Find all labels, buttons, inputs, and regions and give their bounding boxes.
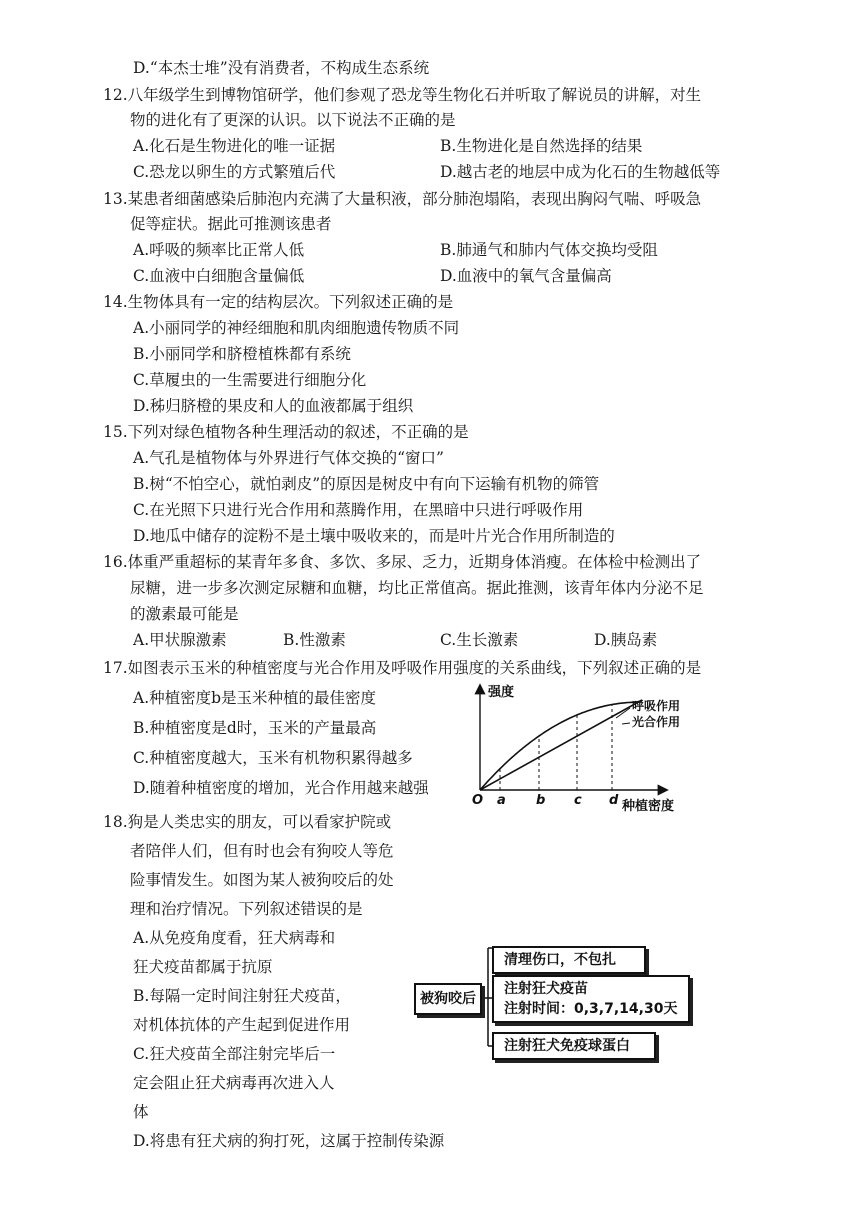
flow-clean-wound-label: 清理伤口，不包扎 <box>504 952 616 968</box>
q17-option-b: B.种植密度是d时，玉米的产量最高 <box>133 719 377 737</box>
origin-label: O <box>472 793 484 808</box>
q18-option-b-line2: 对机体抗体的产生起到促进作用 <box>133 1016 351 1034</box>
series-respiration-line <box>480 700 642 790</box>
q18-stem-line4: 理和治疗情况。下列叙述错误的是 <box>130 900 363 918</box>
q16-option-c: C.生长激素 <box>440 631 519 649</box>
q18-option-d: D.将患有狂犬病的狗打死，这属于控制传染源 <box>133 1132 445 1150</box>
q16-stem-line3: 的激素最可能是 <box>130 605 239 623</box>
q17-stem: 17.如图表示玉米的种植密度与光合作用及呼吸作用强度的关系曲线，下列叙述正确的是 <box>103 659 702 677</box>
q16-stem-line1: 16.体重严重超标的某青年多食、多饮、多尿、乏力，近期身体消瘦。在体检中检测出了 <box>103 553 702 571</box>
density-intensity-chart <box>466 680 728 815</box>
q12-option-a: A.化石是生物进化的唯一证据 <box>133 137 336 155</box>
q12-option-c: C.恐龙以卵生的方式繁殖后代 <box>133 163 336 181</box>
q15-stem: 15.下列对绿色植物各种生理活动的叙述，不正确的是 <box>103 423 469 441</box>
q15-option-d: D.地瓜中储存的淀粉不是土壤中吸收来的，而是叶片光合作用所制造的 <box>133 527 615 545</box>
flow-vaccine-title: 注射狂犬疫苗 <box>504 981 588 997</box>
q18-stem-line3: 险事情发生。如图为某人被狗咬后的处 <box>130 871 394 889</box>
x-tick-label-b: b <box>536 793 546 808</box>
flow-root-label: 被狗咬后 <box>420 991 476 1007</box>
flow-vaccine-box <box>492 975 690 1023</box>
x-tick-label-a: a <box>497 793 506 808</box>
q18-option-a-line1: A.从免疫角度看，狂犬病毒和 <box>133 929 336 947</box>
q18-option-b-line1: B.每隔一定时间注射狂犬疫苗， <box>133 987 351 1005</box>
q18-option-c-line3: 体 <box>133 1103 149 1121</box>
q11-option-d: D.“本杰士堆”没有消费者，不构成生态系统 <box>133 59 430 77</box>
x-axis-label: 种植密度 <box>622 799 675 814</box>
flow-root-box <box>414 983 482 1015</box>
flow-immunoglobulin-box <box>492 1032 656 1060</box>
flow-immunoglobulin-label: 注射狂犬免疫球蛋白 <box>504 1038 630 1054</box>
x-tick-label-c: c <box>574 793 582 808</box>
q17-option-c: C.种植密度越大，玉米有机物积累得越多 <box>133 749 413 767</box>
q18-option-a-line2: 狂犬疫苗都属于抗原 <box>133 958 273 976</box>
q12-option-d: D.越古老的地层中成为化石的生物越低等 <box>440 163 721 181</box>
q15-option-c: C.在光照下只进行光合作用和蒸腾作用，在黑暗中只进行呼吸作用 <box>133 501 584 519</box>
q13-option-a: A.呼吸的频率比正常人低 <box>133 241 305 259</box>
q14-option-a: A.小丽同学的神经细胞和肌肉细胞遗传物质不同 <box>133 319 460 337</box>
leader-photosynthesis <box>622 723 630 724</box>
q13-option-d: D.血液中的氧气含量偏高 <box>440 267 612 285</box>
q13-option-b: B.肺通气和肺内气体交换均受阻 <box>440 241 658 259</box>
q18-stem-line2: 者陪伴人们，但有时也会有狗咬人等危 <box>130 842 394 860</box>
q18-stem-line1: 18.狗是人类忠实的朋友，可以看家护院或 <box>103 813 392 831</box>
series-label-photosynthesis: 光合作用 <box>632 715 681 729</box>
q15-option-b: B.树“不怕空心，就怕剥皮”的原因是树皮中有向下运输有机物的筛管 <box>133 475 600 493</box>
q16-option-b: B.性激素 <box>283 631 346 649</box>
q14-stem: 14.生物体具有一定的结构层次。下列叙述正确的是 <box>103 293 454 311</box>
q12-option-b: B.生物进化是自然选择的结果 <box>440 137 643 155</box>
q15-option-a: A.气孔是植物体与外界进行气体交换的“窗口” <box>133 449 444 467</box>
series-label-respiration: 呼吸作用 <box>632 699 681 713</box>
q18-option-c-line1: C.狂犬疫苗全部注射完毕后一 <box>133 1045 336 1063</box>
q13-stem-line1: 13.某患者细菌感染后肺泡内充满了大量积液，部分肺泡塌陷，表现出胸闷气喘、呼吸急 <box>103 190 702 208</box>
flow-clean-wound-box <box>492 946 646 974</box>
q14-option-d: D.秭归脐橙的果皮和人的血液都属于组织 <box>133 397 414 415</box>
q12-stem-line1: 12.八年级学生到博物馆研学，他们参观了恐龙等生物化石并听取了解说员的讲解，对生 <box>103 86 702 104</box>
flow-vaccine-detail: 注射时间：0,3,7,14,30天 <box>504 1001 678 1017</box>
q12-stem-line2: 物的进化有了更深的认识。以下说法不正确的是 <box>130 111 456 129</box>
x-tick-label-d: d <box>609 793 619 808</box>
q17-option-d: D.随着种植密度的增加，光合作用越来越强 <box>133 779 429 797</box>
q18-option-c-line2: 定会阻止狂犬病毒再次进入人 <box>133 1074 335 1092</box>
q17-option-a: A.种植密度b是玉米种植的最佳密度 <box>133 689 377 707</box>
q14-option-c: C.草履虫的一生需要进行细胞分化 <box>133 371 367 389</box>
q13-stem-line2: 促等症状。据此可推测该患者 <box>130 215 332 233</box>
q14-option-b: B.小丽同学和脐橙植株都有系统 <box>133 345 351 363</box>
y-axis-label: 强度 <box>488 685 515 700</box>
q16-stem-line2: 尿糖，进一步多次测定尿糖和血糖，均比正常值高。据此推测，该青年体内分泌不足 <box>130 579 704 597</box>
q13-option-c: C.血液中白细胞含量偏低 <box>133 267 305 285</box>
q16-option-a: A.甲状腺激素 <box>133 631 227 649</box>
q16-option-d: D.胰岛素 <box>594 631 658 649</box>
